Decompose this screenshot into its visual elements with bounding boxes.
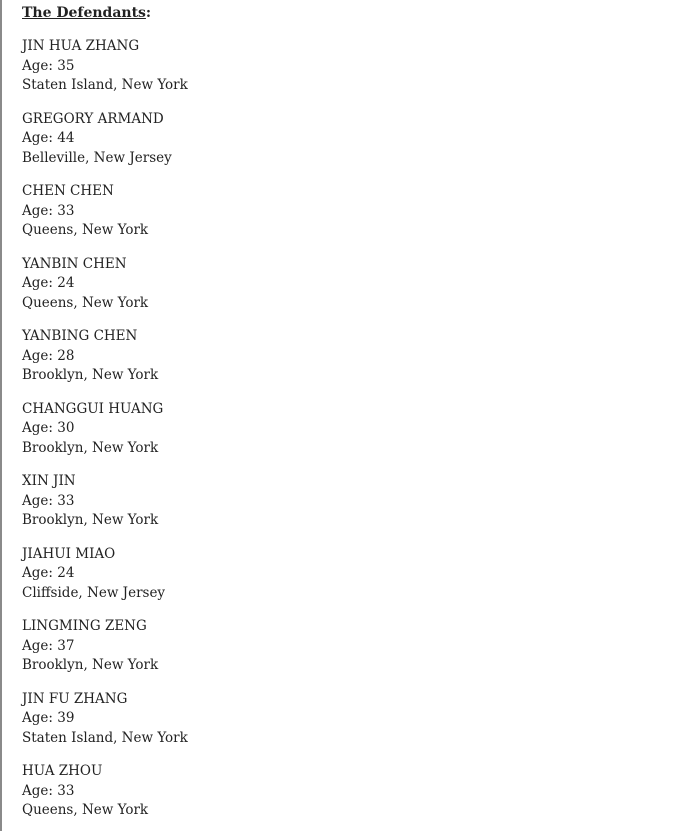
defendant-entry [22,690,682,749]
age-label: Age: [22,130,58,146]
age-value: 24 [57,565,75,581]
defendant-age [22,274,682,294]
defendant-name: JIN FU ZHANG [22,690,128,707]
defendant-name: LINGMING ZENG [22,618,147,634]
defendant-name: XIN JIN [22,473,76,489]
defendant-entry [22,617,682,676]
defendant-entry [22,327,682,386]
defendant-location: Belleville, New Jersey [22,149,172,166]
age-label: Age: [22,782,58,799]
age-value: 33 [57,782,75,799]
age-label: Age: [22,710,58,726]
defendant-name: YANBIN CHEN [22,255,127,272]
defendant-entry [22,400,682,459]
defendants-section [22,3,682,821]
section-heading [22,3,682,23]
defendant-name: JIAHUI MIAO [22,545,116,562]
age-value: 33 [57,492,75,509]
defendant-location: Queens, New York [22,802,149,818]
defendant-location: Brooklyn, New York [22,439,159,456]
section-heading-label: The Defendants [22,5,146,21]
defendant-age [22,419,682,439]
defendant-age [22,782,682,802]
defendant-entry [22,182,682,241]
age-value: 39 [57,710,75,726]
defendant-name: HUA ZHOU [22,763,103,779]
age-label: Age: [22,202,58,219]
age-value: 44 [57,130,75,146]
age-label: Age: [22,275,58,291]
age-value: 28 [57,347,75,364]
defendant-location: Queens, New York [22,294,149,311]
age-label: Age: [22,420,58,436]
defendant-location: Staten Island, New York [22,729,188,746]
defendant-name: CHANGGUI HUANG [22,400,164,417]
defendant-location: Brooklyn, New York [22,657,159,673]
age-value: 30 [57,420,75,436]
age-value: 37 [57,637,75,654]
age-value: 33 [57,202,75,219]
defendant-name: YANBING CHEN [22,328,138,344]
defendant-location: Brooklyn, New York [22,367,159,383]
defendant-age [22,637,682,657]
defendant-age [22,564,682,584]
defendant-location: Staten Island, New York [22,77,188,93]
defendant-age [22,202,682,222]
defendant-location: Brooklyn, New York [22,512,159,528]
section-heading-colon: : [145,5,152,21]
age-label: Age: [22,565,58,581]
defendant-location: Cliffside, New Jersey [22,584,166,601]
age-label: Age: [22,347,58,364]
defendant-age [22,709,682,729]
defendant-entry [22,472,682,531]
defendant-age [22,129,682,149]
defendant-name: JIN HUA ZHANG [22,38,140,54]
defendant-entry [22,255,682,314]
defendant-age [22,347,682,367]
defendant-entry [22,110,682,169]
defendant-entry [22,762,682,821]
defendant-name: CHEN CHEN [22,183,114,199]
age-label: Age: [22,492,58,509]
defendant-entry [22,37,682,96]
defendant-location: Queens, New York [22,222,149,238]
age-value: 35 [57,57,75,74]
defendant-age [22,492,682,512]
defendant-age [22,57,682,77]
defendant-name: GREGORY ARMAND [22,110,164,127]
age-label: Age: [22,637,58,654]
age-label: Age: [22,57,58,74]
defendant-entry [22,545,682,604]
age-value: 24 [57,275,75,291]
defendant-list [22,37,682,821]
